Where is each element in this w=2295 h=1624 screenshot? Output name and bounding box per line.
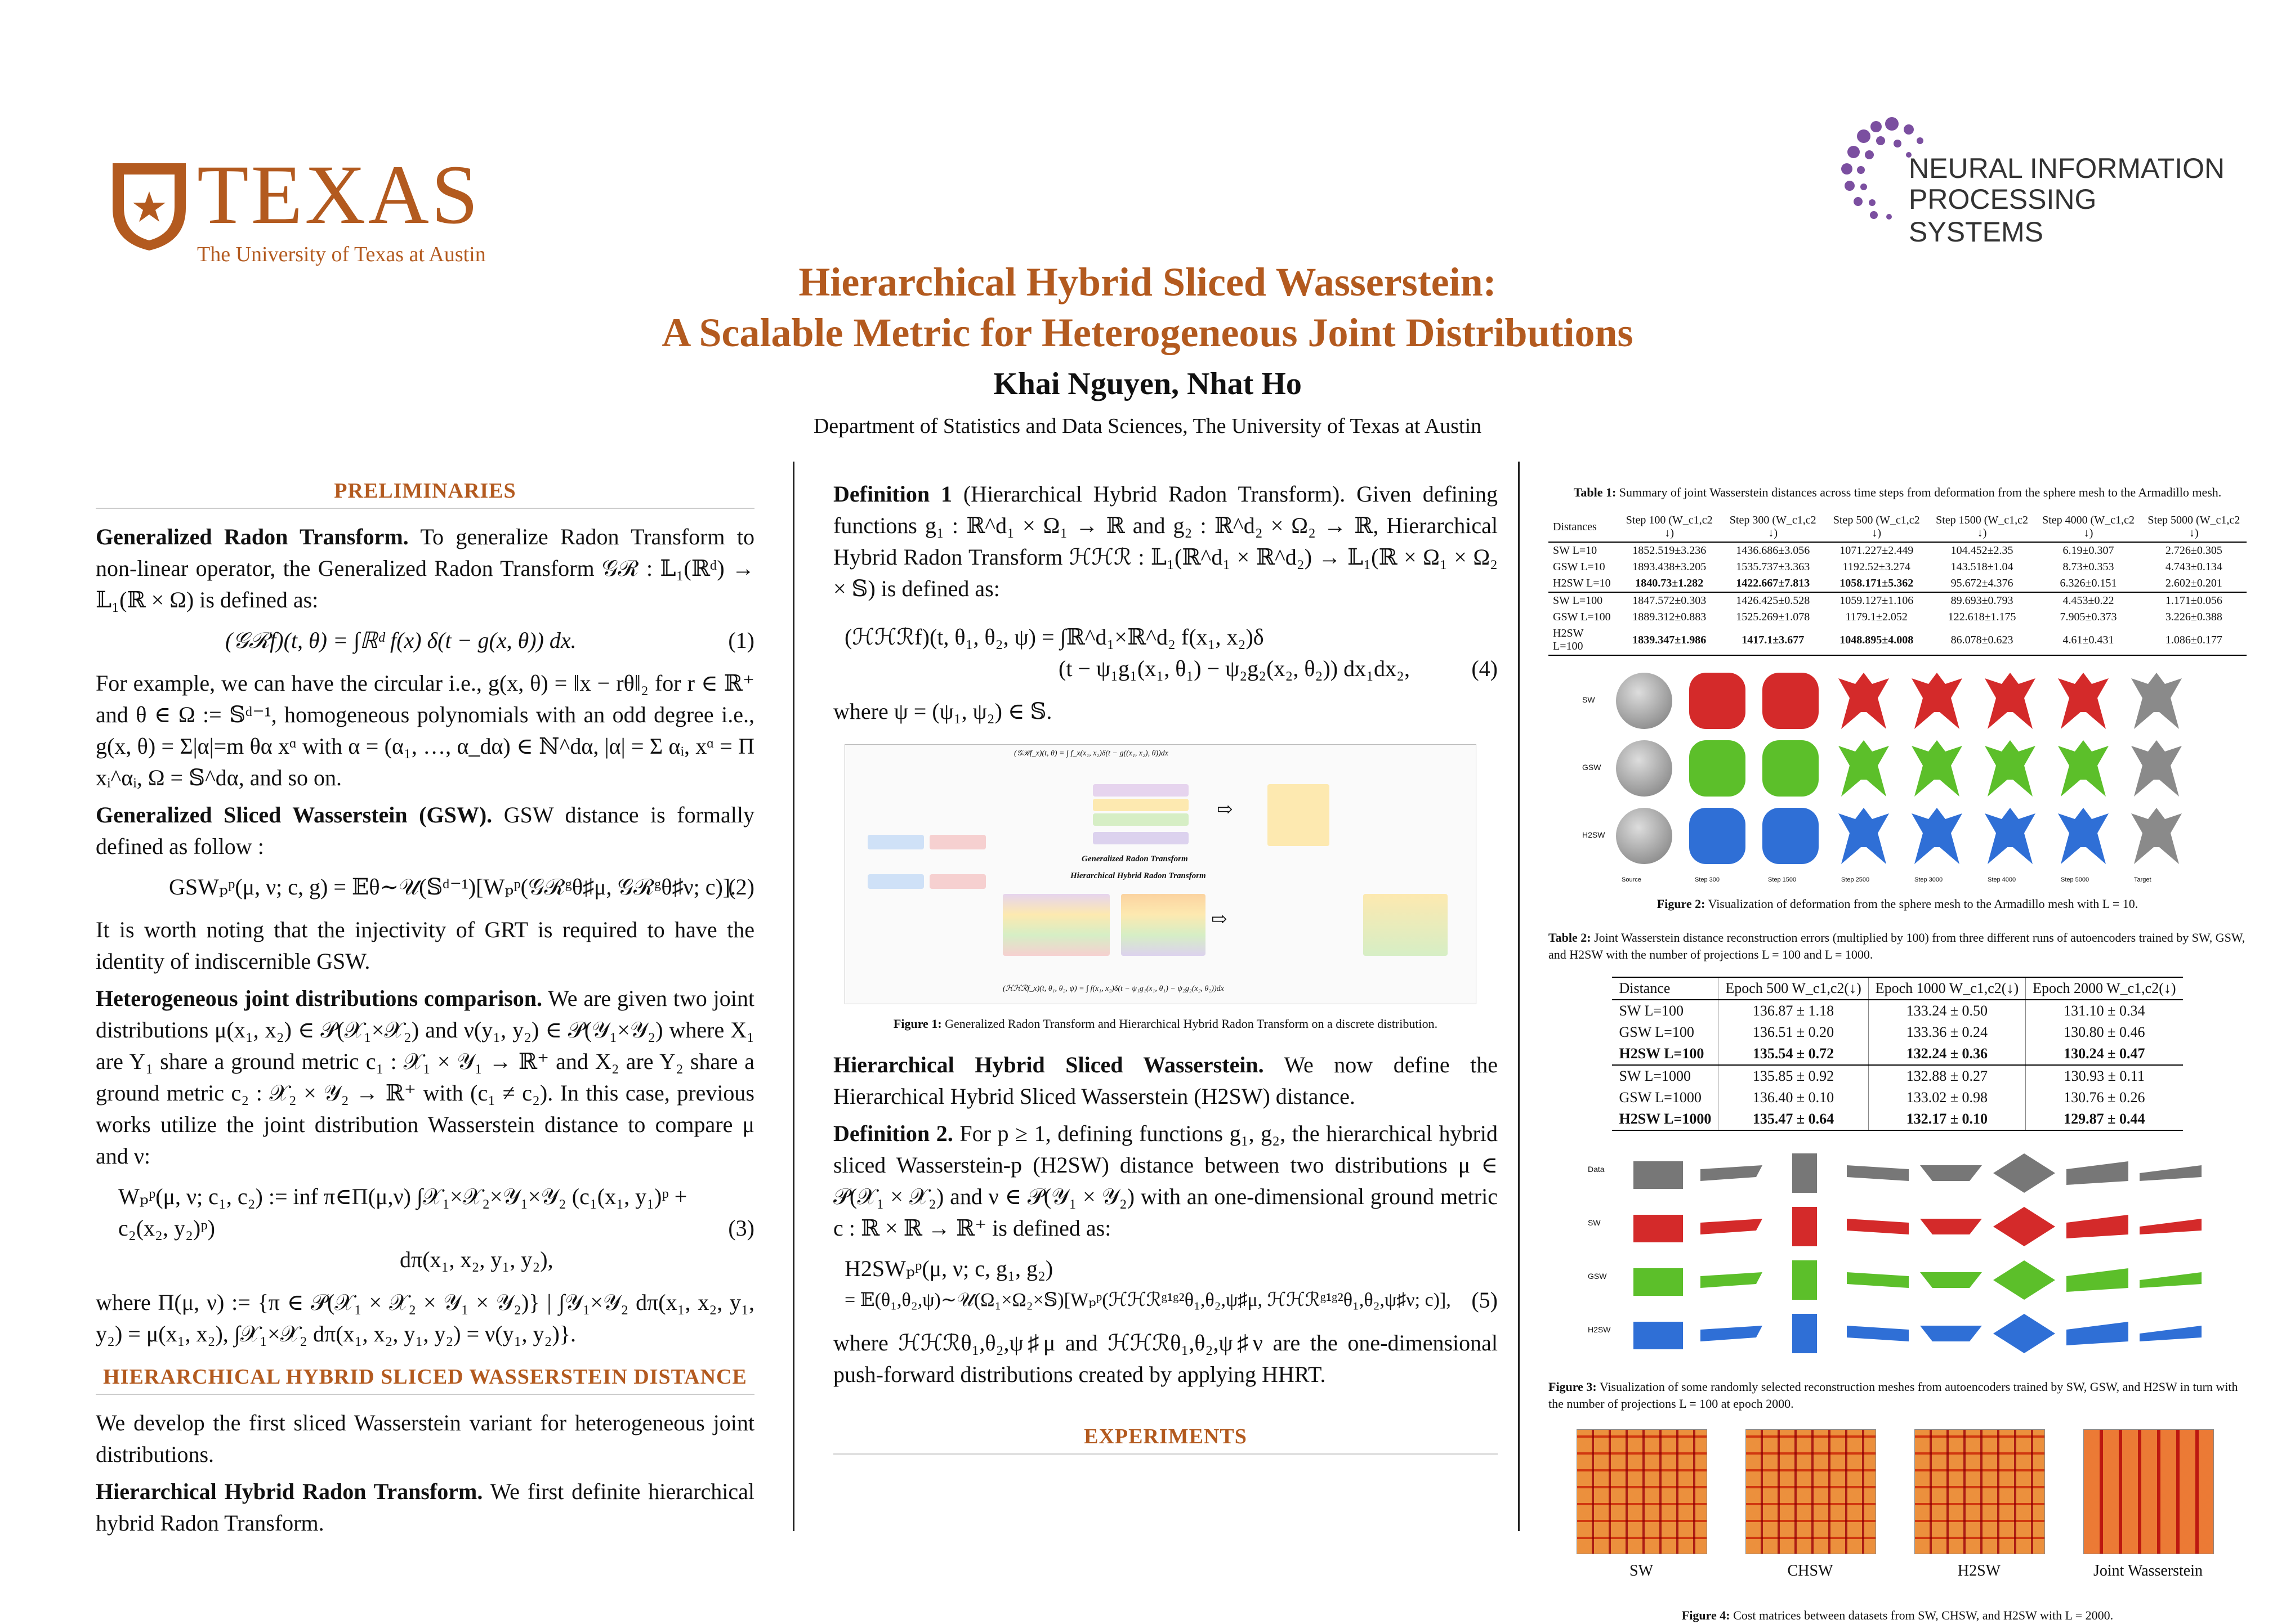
equation-3 <box>96 1181 754 1276</box>
fig3-mesh <box>2140 1153 2202 1193</box>
fig1-caption-text: Generalized Radon Transform and Hierarchical Hybrid Radon Transform on a discrete distribution. <box>945 1017 1438 1031</box>
fig3-mesh <box>2066 1314 2128 1353</box>
table1-cell: 1525.269±1.078 <box>1736 611 1810 623</box>
fig3-caption-label: Figure 3: <box>1548 1380 1597 1394</box>
table1-cell: 89.693±0.793 <box>1928 592 2036 609</box>
definition-1 <box>833 478 1498 605</box>
table1-cell: H2SW L=10 <box>1553 577 1611 589</box>
table1-cell: 104.452±2.35 <box>1950 544 2013 557</box>
table1-cell: 1436.686±3.056 <box>1736 544 1810 557</box>
fig2-col-label: Step 2500 <box>1841 876 1870 883</box>
fig4-caption-label: Figure 4: <box>1681 1608 1730 1622</box>
table2-cell: GSW L=1000 <box>1619 1089 1702 1106</box>
fig3-mesh <box>2140 1314 2202 1353</box>
fig1-grt-row-1 <box>1093 784 1189 797</box>
fig2-mesh <box>1762 673 1819 729</box>
fig3-mesh <box>1847 1153 1909 1193</box>
fig2-mesh <box>1836 740 1892 797</box>
table2-header-cell: Distance <box>1612 977 1718 1000</box>
table1-cell: 1071.227±2.449 <box>1839 544 1914 557</box>
fig4-heatmap <box>2083 1429 2214 1554</box>
fig2-mesh <box>1982 740 2038 797</box>
fig2-row-label: GSW <box>1582 763 1601 772</box>
table2-cell: H2SW L=1000 <box>1619 1111 1712 1127</box>
fig1-top-formula: (𝒢ℛf_x)(t, θ) = ∫ f_x(x₁, x₂)δ(t − g((x₁, x₂), θ))dx <box>1014 749 1169 758</box>
equation-4 <box>833 621 1498 685</box>
table-row <box>1612 1108 2182 1130</box>
equation-4-number: (4) <box>1471 656 1498 681</box>
fig1-grt-row-4 <box>1093 832 1189 844</box>
def1-heading: Definition 1 <box>833 481 952 507</box>
fig1-grt-row-3 <box>1093 813 1189 826</box>
table-row <box>1612 1022 2182 1043</box>
fig2-mesh <box>2055 808 2111 864</box>
figure-2-meshes <box>1548 667 2247 892</box>
figure-3-caption <box>1548 1379 2247 1412</box>
fig2-mesh <box>1836 673 1892 729</box>
fig3-mesh <box>1774 1260 1836 1300</box>
table2-cell: SW L=1000 <box>1612 1065 1718 1087</box>
h2sw-text: We now define the Hierarchical Hybrid Sliced Wasserstein (H2SW) distance. <box>833 1052 1498 1109</box>
table-row <box>1612 1043 2182 1065</box>
gsw-paragraph <box>96 799 754 862</box>
equation-3-number: (3) <box>728 1215 754 1241</box>
grt-heading: Generalized Radon Transform. <box>96 524 409 549</box>
table1-cell: 1535.737±3.363 <box>1736 561 1810 573</box>
table2-cell: H2SW L=100 <box>1619 1045 1704 1062</box>
table1-cell: 1059.127±1.106 <box>1825 592 1928 609</box>
fig2-mesh <box>2055 740 2111 797</box>
table1-header-cell: Step 100 (W_c1,c2 ↓) <box>1618 512 1721 542</box>
fig3-mesh <box>1847 1314 1909 1353</box>
fig3-row-label: H2SW <box>1588 1325 1611 1334</box>
fig3-mesh <box>1993 1260 2055 1300</box>
table1-cell: 1.171±0.056 <box>2141 592 2247 609</box>
fig1-hhrt-output <box>1363 894 1448 956</box>
fig3-mesh <box>2066 1207 2128 1246</box>
table1-cell: 86.078±0.623 <box>1950 633 2013 646</box>
h2sw-heading: Hierarchical Hybrid Sliced Wasserstein. <box>833 1052 1264 1077</box>
fig3-row-label: SW <box>1588 1218 1601 1227</box>
table2-cell: 130.76 ± 0.26 <box>2026 1087 2183 1108</box>
table1-cell: 4.453±0.22 <box>2035 592 2141 609</box>
fig2-col-label: Step 1500 <box>1768 876 1797 883</box>
fig3-mesh <box>1774 1314 1836 1353</box>
figure-2-caption <box>1548 896 2247 912</box>
neurips-line-2: PROCESSING SYSTEMS <box>1909 184 2097 248</box>
table1-header-cell: Step 300 (W_c1,c2 ↓) <box>1721 512 1825 542</box>
table1-cell: 1847.572±0.303 <box>1618 592 1721 609</box>
fig3-mesh <box>1993 1153 2055 1193</box>
table1-header-cell: Step 1500 (W_c1,c2 ↓) <box>1928 512 2036 542</box>
table2-cell: 130.93 ± 0.11 <box>2026 1065 2183 1087</box>
fig3-mesh <box>2066 1260 2128 1300</box>
equation-5-number: (5) <box>1471 1287 1498 1313</box>
table-row <box>1548 542 2247 559</box>
fig3-mesh <box>2140 1207 2202 1246</box>
fig2-mesh <box>1836 808 1892 864</box>
equation-1 <box>96 625 754 656</box>
table2-cell: 135.47 ± 0.64 <box>1718 1108 1868 1130</box>
fig1-hhrt-block-2 <box>1121 894 1205 956</box>
grt-example: For example, we can have the circular i.e., g(x, θ) = ‖x − rθ‖₂ for r ∈ ℝ⁺ and θ ∈ Ω := 𝕊ᵈ⁻¹, homogeneous polynomials with an odd degree i.e., g(x, θ) = Σ|α|=m θα xᵅ with α = (α₁, …, α_dα) ∈ ℕ^dα, |α| = Σ αᵢ, xᵅ = Π xᵢ^αᵢ, Ω = 𝕊^dα, and so on. <box>96 670 754 790</box>
table-row <box>1548 559 2247 575</box>
fig3-mesh <box>1920 1260 1982 1300</box>
table-row <box>1548 625 2247 655</box>
figure-3-meshes <box>1548 1148 2247 1373</box>
hjd-text: We are given two joint distributions μ(x₁, x₂) ∈ 𝒫(𝒳₁×𝒳₂) and ν(y₁, y₂) ∈ 𝒫(𝒴₁×𝒴₂) where X₁ are Y₁ share a ground metric c₁ : 𝒳₁ × 𝒴₁ → ℝ⁺ and X₂ are Y₂ share a ground metric c₂ : 𝒳₂ × 𝒴₂ → ℝ⁺ with (c₁ ≠ c₂). In this case, previous works utilize the joint distribution Wasserstein distance to compare μ and ν: <box>96 986 755 1169</box>
fig2-mesh <box>1616 673 1672 729</box>
fig2-col-label: Target <box>2134 876 2151 883</box>
table2-header-cell: Epoch 2000 W_c1,c2(↓) <box>2026 977 2183 1000</box>
fig2-mesh <box>1762 808 1819 864</box>
fig3-mesh <box>1774 1207 1836 1246</box>
table1-cell: 1889.312±0.883 <box>1632 611 1707 623</box>
fig2-mesh <box>1982 673 2038 729</box>
table1-cell: 1840.73±1.282 <box>1635 577 1704 589</box>
table2-cell: 132.17 ± 0.10 <box>1868 1108 2025 1130</box>
table1-header-cell: Step 500 (W_c1,c2 ↓) <box>1825 512 1928 542</box>
fig4-heatmap <box>1745 1429 1876 1554</box>
section-heading-preliminaries: PRELIMINARIES <box>96 478 754 509</box>
table2-cell: 129.87 ± 0.44 <box>2026 1108 2183 1130</box>
column-divider-2 <box>1518 462 1520 1531</box>
fig3-mesh <box>2140 1260 2202 1300</box>
figure-4-heatmaps <box>1548 1429 2247 1604</box>
fig3-row-label: Data <box>1588 1165 1605 1174</box>
hhrt-heading: Hierarchical Hybrid Radon Transform. <box>96 1479 483 1504</box>
table1-caption-text: Summary of joint Wasserstein distances across time steps from deformation from the sphere mesh to the Armadillo mesh. <box>1619 485 2222 499</box>
table1-cell: H2SW L=100 <box>1553 627 1584 652</box>
table-row <box>1612 1087 2182 1108</box>
table1-cell: 1426.425±0.528 <box>1721 592 1825 609</box>
hhrt-paragraph <box>96 1476 754 1539</box>
fig4-caption-text: Cost matrices between datasets from SW, CHSW, and H2SW with L = 2000. <box>1733 1608 2114 1622</box>
figure-4-caption <box>1548 1607 2247 1624</box>
table2-cell: SW L=100 <box>1619 1003 1684 1019</box>
fig2-mesh <box>2055 673 2111 729</box>
table1-cell: 2.726±0.305 <box>2165 544 2222 557</box>
table1-cell: 1.086±0.177 <box>2165 633 2222 646</box>
def2-heading: Definition 2. <box>833 1121 953 1146</box>
fig4-label: SW <box>1629 1562 1653 1580</box>
grt-paragraph <box>96 521 754 616</box>
table1-cell: SW L=10 <box>1553 544 1597 557</box>
table2-cell: 136.87 ± 1.18 <box>1718 1000 1868 1022</box>
gsw-heading: Generalized Sliced Wasserstein (GSW). <box>96 802 493 827</box>
texas-shield-icon <box>107 158 191 253</box>
equation-3-line-2: dπ(x₁, x₂, y₁, y₂), <box>400 1247 553 1272</box>
authors: Khai Nguyen, Nhat Ho <box>993 366 1302 401</box>
column-3 <box>1548 484 2247 1624</box>
table1-cell: 143.518±1.04 <box>1950 561 2013 573</box>
fig4-label: Joint Wasserstein <box>2093 1562 2203 1580</box>
figure-1-caption <box>833 1015 1498 1032</box>
table2-cell: 133.24 ± 0.50 <box>1868 1000 2025 1022</box>
table2-caption-text: Joint Wasserstein distance reconstruction errors (multiplied by 100) from three different runs of autoencoders trained by SW, GSW, and H2SW with the number of projections L = 100 and L = 1000. <box>1548 930 2245 961</box>
table2-cell: 130.24 ± 0.47 <box>2026 1043 2183 1065</box>
neurips-logo <box>1824 113 2230 248</box>
fig3-mesh <box>2066 1153 2128 1193</box>
fig2-col-label: Step 5000 <box>2061 876 2089 883</box>
equation-4-line-2: (t − ψ₁g₁(x₁, θ₁) − ψ₂g₂(x₂, θ₂)) dx₁dx₂, <box>1059 656 1410 681</box>
fig2-col-label: Step 4000 <box>1988 876 2016 883</box>
fig1-grt-output <box>1267 784 1329 846</box>
table2-cell: 132.24 ± 0.36 <box>1868 1043 2025 1065</box>
fig2-col-label: Source <box>1622 876 1641 883</box>
table1-cell: 1179.1±2.052 <box>1845 611 1908 623</box>
fig2-caption-text: Visualization of deformation from the sphere mesh to the Armadillo mesh with L = 10. <box>1708 897 2138 911</box>
table2-cell: 133.02 ± 0.98 <box>1868 1087 2025 1108</box>
gsw-note: It is worth noting that the injectivity of GRT is required to have the identity of indiscernible GSW. <box>96 917 754 974</box>
texas-wordmark: TEXAS <box>197 148 481 241</box>
figure-1-diagram <box>845 744 1476 1004</box>
equation-2 <box>96 871 754 903</box>
table1-cell: 3.226±0.388 <box>2165 611 2222 623</box>
fig1-grt-row-2 <box>1093 799 1189 811</box>
fig2-mesh <box>1762 740 1819 797</box>
table1-cell: 1058.171±5.362 <box>1839 577 1914 589</box>
table-2 <box>1612 977 2182 1131</box>
equation-2-number: (2) <box>728 874 754 900</box>
def1-name: (Hierarchical Hybrid Radon Transform). <box>963 481 1346 507</box>
fig3-mesh <box>1627 1314 1689 1353</box>
fig2-mesh <box>1982 808 2038 864</box>
fig1-hhrt-block-1 <box>1003 894 1110 956</box>
fig1-input-blue-2 <box>868 874 924 889</box>
fig3-mesh <box>1847 1260 1909 1300</box>
def1-where: where ψ = (ψ₁, ψ₂) ∈ 𝕊. <box>833 699 1052 724</box>
equation-4-line-1: (ℋℋℛf)(t, θ₁, θ₂, ψ) = ∫ℝ^d₁×ℝ^d₂ f(x₁, x₂)δ <box>845 624 1264 650</box>
table2-cell: 133.36 ± 0.24 <box>1868 1022 2025 1043</box>
table1-cell: 6.19±0.307 <box>2062 544 2114 557</box>
equation-1-number: (1) <box>728 628 754 653</box>
table1-cell: 8.73±0.353 <box>2062 561 2114 573</box>
definition-2 <box>833 1118 1498 1244</box>
column-1 <box>96 478 754 1545</box>
hhrt-text: We first definite hierarchical hybrid Radon Transform. <box>96 1479 755 1536</box>
affiliation: Department of Statistics and Data Sciences, The University of Texas at Austin <box>813 414 1482 438</box>
table-row <box>1548 592 2247 609</box>
column-divider-1 <box>793 462 794 1531</box>
h2sw-intro: We develop the first sliced Wasserstein variant for heterogeneous joint distributions. <box>96 1410 754 1467</box>
fig1-input-red <box>930 835 986 849</box>
table2-header-cell: Epoch 500 W_c1,c2(↓) <box>1718 977 1868 1000</box>
fig3-row-label: GSW <box>1588 1272 1607 1281</box>
equation-3-where: where Π(μ, ν) := {π ∈ 𝒫(𝒳₁ × 𝒳₂ × 𝒴₁ × 𝒴₂)} | ∫𝒴₁×𝒴₂ dπ(x₁, x₂, y₁, y₂) = μ(x₁, x₂), ∫𝒳₁×𝒳₂ dπ(x₁, x₂, y₁, y₂) = ν(y₁, y₂)}. <box>96 1290 754 1346</box>
neurips-line-1: NEURAL INFORMATION <box>1909 153 2225 184</box>
texas-subtitle: The University of Texas at Austin <box>197 243 486 266</box>
table-2-caption <box>1548 929 2247 963</box>
h2sw-paragraph <box>833 1049 1498 1112</box>
table-row <box>1548 575 2247 592</box>
equation-1-body: (𝒢ℛf)(t, θ) = ∫ℝᵈ f(x) δ(t − g(x, θ)) dx. <box>225 628 577 653</box>
fig3-mesh <box>1627 1260 1689 1300</box>
fig3-mesh <box>1993 1314 2055 1353</box>
table1-cell: 2.602±0.201 <box>2165 577 2222 589</box>
equation-5 <box>833 1253 1498 1316</box>
fig3-mesh <box>1700 1260 1762 1300</box>
fig2-mesh <box>1909 740 1965 797</box>
equation-5-line-1: H2SWₚᵖ(μ, ν; c, g₁, g₂) <box>845 1256 1053 1281</box>
fig2-col-label: Step 3000 <box>1914 876 1943 883</box>
table1-cell: 1852.519±3.236 <box>1632 544 1707 557</box>
table-1 <box>1548 512 2247 656</box>
table1-cell: GSW L=100 <box>1553 611 1611 623</box>
hjd-paragraph <box>96 983 754 1172</box>
fig3-caption-text: Visualization of some randomly selected reconstruction meshes from autoencoders trained by SW, GSW, and H2SW in turn with the number of projections L = 100 at epoch 2000. <box>1548 1380 2238 1411</box>
fig1-bottom-formula: (ℋℋℛf_x)(t, θ₁, θ₂, ψ) = ∫ f(x₁, x₂)δ(t − ψ₁g₁(x₁, θ₁) − ψ₂g₂(x₂, θ₂))dx <box>1003 985 1224 993</box>
fig1-caption-label: Figure 1: <box>893 1017 942 1031</box>
def2-text: For p ≥ 1, defining functions g₁, g₂, the hierarchical hybrid sliced Wasserstein-p (H2SW) distance between two distributions μ ∈ 𝒫(𝒳₁ × 𝒳₂) and ν ∈ 𝒫(𝒴₁ × 𝒴₂) with an one-dimensional ground metric c : ℝ × ℝ → ℝ⁺ is defined as: <box>833 1121 1498 1241</box>
fig3-mesh <box>1700 1207 1762 1246</box>
fig3-mesh <box>1993 1207 2055 1246</box>
table1-caption-label: Table 1: <box>1573 485 1617 499</box>
fig2-mesh <box>2128 808 2185 864</box>
fig3-mesh <box>1700 1153 1762 1193</box>
fig2-col-label: Step 300 <box>1695 876 1720 883</box>
table1-cell: 1417.1±3.677 <box>1742 633 1805 646</box>
gsw-text: GSW distance is formally defined as follow : <box>96 802 755 859</box>
fig2-mesh <box>1689 808 1745 864</box>
fig1-arrow-icon: ⇨ <box>1217 799 1233 820</box>
texas-logo <box>107 148 512 276</box>
fig2-mesh <box>1909 673 1965 729</box>
table-row <box>1548 609 2247 625</box>
fig2-mesh <box>1909 808 1965 864</box>
table-row <box>1612 1000 2182 1022</box>
table-1-caption <box>1548 484 2247 501</box>
table1-cell: 1422.667±7.813 <box>1736 577 1810 589</box>
fig1-label-grt: Generalized Radon Transform <box>1082 854 1188 864</box>
fig2-mesh <box>1689 673 1745 729</box>
table2-cell: 135.85 ± 0.92 <box>1718 1065 1868 1087</box>
table2-cell: 136.51 ± 0.20 <box>1718 1022 1868 1043</box>
table2-cell: 132.88 ± 0.27 <box>1868 1065 2025 1087</box>
fig3-mesh <box>1700 1314 1762 1353</box>
fig3-mesh <box>1920 1314 1982 1353</box>
table1-header-cell: Step 4000 (W_c1,c2 ↓) <box>2035 512 2141 542</box>
poster-title-line-2: A Scalable Metric for Heterogeneous Joint Distributions <box>662 310 1633 355</box>
table1-header-cell: Step 5000 (W_c1,c2 ↓) <box>2141 512 2247 542</box>
column-2 <box>833 478 1498 1467</box>
table-row <box>1612 1065 2182 1087</box>
table2-cell: 136.40 ± 0.10 <box>1718 1087 1868 1108</box>
fig3-mesh <box>1774 1153 1836 1193</box>
hjd-heading: Heterogeneous joint distributions comparison. <box>96 986 543 1011</box>
table2-cell: 131.10 ± 0.34 <box>2026 1000 2183 1022</box>
fig2-row-label: H2SW <box>1582 830 1605 839</box>
table1-cell: 1192.52±3.274 <box>1842 561 1910 573</box>
table2-header-cell: Epoch 1000 W_c1,c2(↓) <box>1868 977 2025 1000</box>
fig2-mesh <box>1616 740 1672 797</box>
def1-text: Given defining functions g₁ : ℝ^d₁ × Ω₁ → ℝ and g₂ : ℝ^d₂ × Ω₂ → ℝ, Hierarchical Hybrid Radon Transform ℋℋℛ : 𝕃₁(ℝ^d₁ × ℝ^d₂) → 𝕃₁(ℝ × Ω₁ × Ω₂ × 𝕊) is defined as: <box>833 481 1498 601</box>
section-heading-h2sw: HIERARCHICAL HYBRID SLICED WASSERSTEIN DISTANCE <box>96 1364 754 1395</box>
fig1-arrow-icon-2: ⇨ <box>1211 909 1227 930</box>
fig2-mesh <box>1689 740 1745 797</box>
table2-cell: 130.80 ± 0.46 <box>2026 1022 2183 1043</box>
fig4-label: CHSW <box>1787 1562 1833 1580</box>
table1-cell: 7.905±0.373 <box>2060 611 2117 623</box>
equation-2-body: GSWₚᵖ(μ, ν; c, g) = 𝔼θ∼𝒰(𝕊ᵈ⁻¹)[Wₚᵖ(𝒢ℛᵍθ♯μ, 𝒢ℛᵍθ♯ν; c)]. <box>169 874 736 900</box>
table1-cell: GSW L=10 <box>1553 561 1605 573</box>
fig2-caption-label: Figure 2: <box>1656 897 1705 911</box>
table1-cell: 4.61±0.431 <box>2062 633 2114 646</box>
table1-header-cell: Distances <box>1548 512 1618 542</box>
fig2-mesh <box>1616 808 1672 864</box>
section-heading-experiments: EXPERIMENTS <box>833 1424 1498 1455</box>
fig2-mesh <box>2128 740 2185 797</box>
fig1-label-hhrt: Hierarchical Hybrid Radon Transform <box>1070 871 1206 880</box>
fig2-row-label: SW <box>1582 695 1595 704</box>
fig2-mesh <box>2128 673 2185 729</box>
def2-where: where ℋℋℛθ₁,θ₂,ψ♯μ and ℋℋℛθ₁,θ₂,ψ♯ν are the one-dimensional push-forward distributions created by applying HHRT. <box>833 1330 1498 1387</box>
table1-cell: SW L=100 <box>1548 592 1618 609</box>
table1-cell: 1839.347±1.986 <box>1632 633 1707 646</box>
table2-cell: GSW L=100 <box>1619 1024 1694 1040</box>
table2-caption-label: Table 2: <box>1548 930 1591 945</box>
fig4-heatmap <box>1577 1429 1707 1554</box>
fig3-mesh <box>1920 1207 1982 1246</box>
table1-cell: 95.672±4.376 <box>1950 577 2013 589</box>
equation-3-line-1: Wₚᵖ(μ, ν; c₁, c₂) := inf π∈Π(μ,ν) ∫𝒳₁×𝒳₂×𝒴₁×𝒴₂ (c₁(x₁, y₁)ᵖ + c₂(x₂, y₂)ᵖ) <box>118 1184 687 1241</box>
fig4-label: H2SW <box>1957 1562 2001 1580</box>
table1-cell: 1893.438±3.205 <box>1632 561 1707 573</box>
grt-text: To generalize Radon Transform to non-linear operator, the Generalized Radon Transform 𝒢ℛ : 𝕃₁(ℝᵈ) → 𝕃₁(ℝ × Ω) is defined as: <box>96 524 755 612</box>
equation-5-line-2: = 𝔼(θ₁,θ₂,ψ)∼𝒰(Ω₁×Ω₂×𝕊)[Wₚᵖ(ℋℋℛᵍ¹ᵍ²θ₁,θ₂,ψ♯μ, ℋℋℛᵍ¹ᵍ²θ₁,θ₂,ψ♯ν; c)], <box>845 1290 1451 1310</box>
table1-cell: 122.618±1.175 <box>1948 611 2016 623</box>
fig3-mesh <box>1627 1207 1689 1246</box>
poster-title-line-1: Hierarchical Hybrid Sliced Wasserstein: <box>798 260 1497 305</box>
table1-cell: 4.743±0.134 <box>2165 561 2222 573</box>
table2-cell: 135.54 ± 0.72 <box>1718 1043 1868 1065</box>
table1-cell: 1048.895±4.008 <box>1839 633 1914 646</box>
fig3-mesh <box>1627 1153 1689 1193</box>
fig1-input-red-2 <box>930 874 986 889</box>
table1-cell: 6.326±0.151 <box>2060 577 2117 589</box>
fig3-mesh <box>1920 1153 1982 1193</box>
fig4-heatmap <box>1914 1429 2045 1554</box>
fig3-mesh <box>1847 1207 1909 1246</box>
fig1-input-blue <box>868 835 924 849</box>
